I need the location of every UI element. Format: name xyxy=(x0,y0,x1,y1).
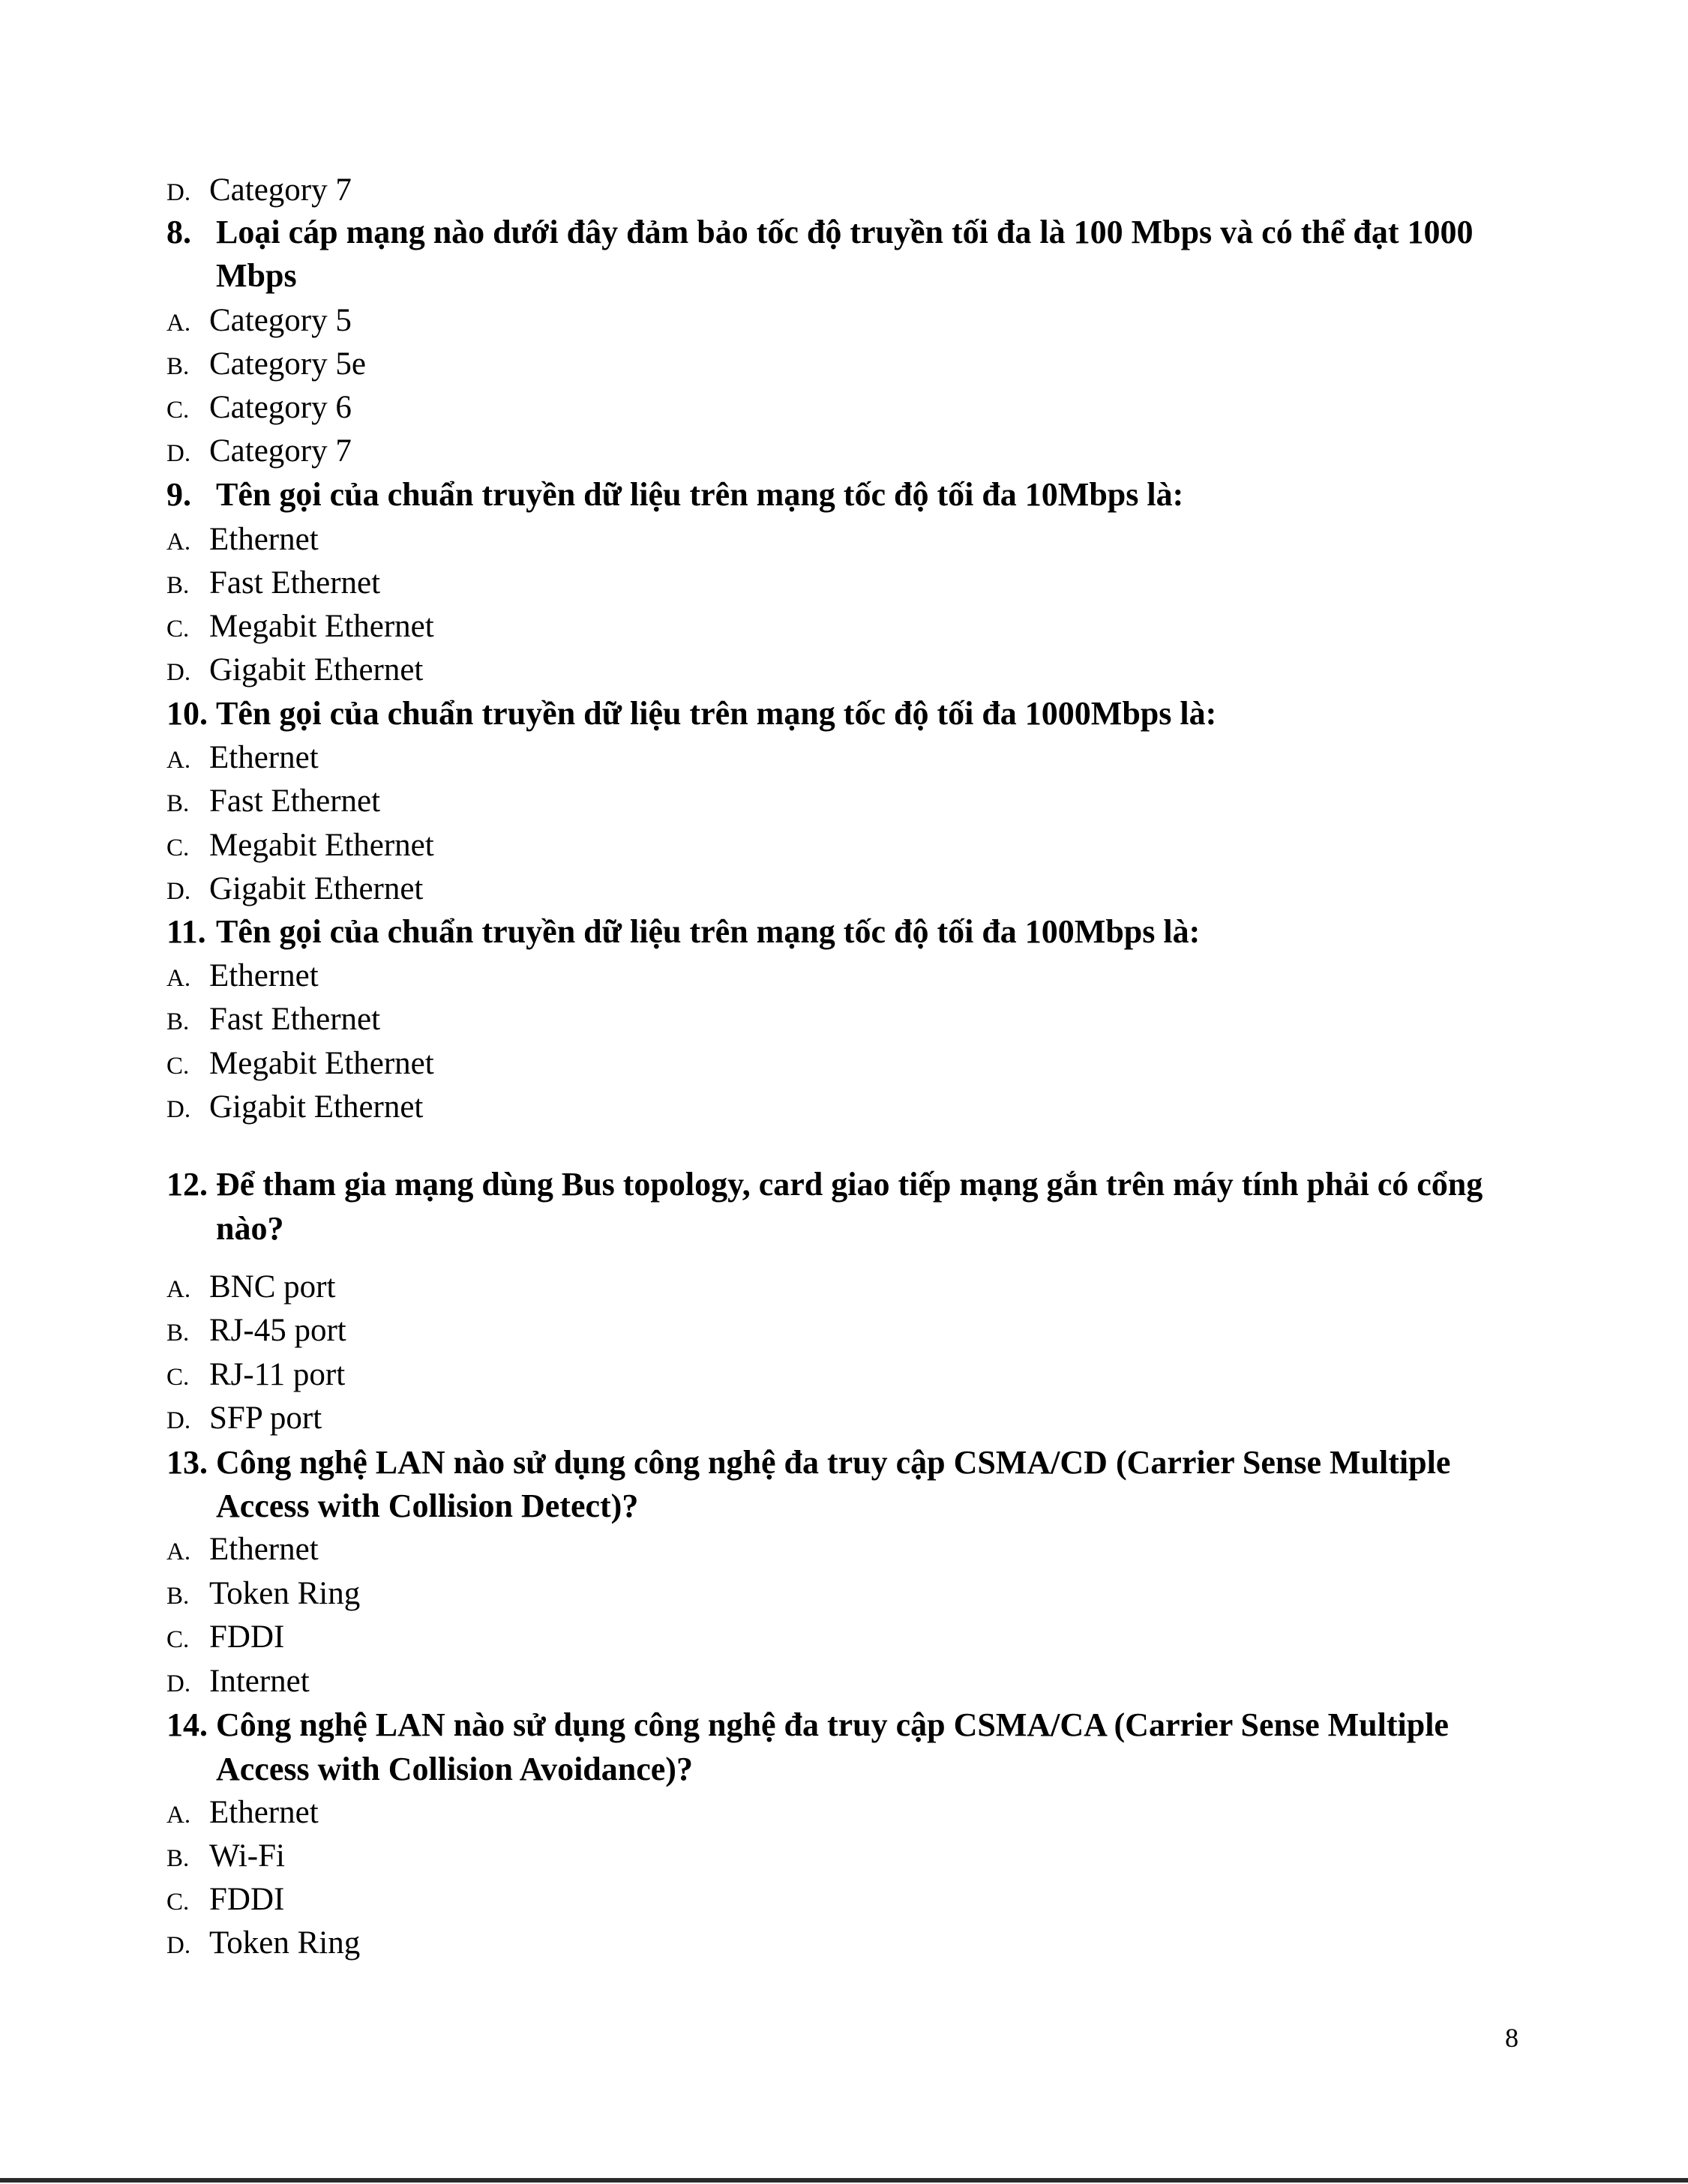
option-text: Category 6 xyxy=(209,390,352,425)
option-text: FDDI xyxy=(209,1882,285,1917)
option-item xyxy=(166,523,319,556)
option-text: Token Ring xyxy=(209,1576,361,1611)
option-letter: D. xyxy=(166,179,191,206)
option-letter: A. xyxy=(166,1538,191,1565)
option-text: Category 7 xyxy=(209,172,352,208)
option-item xyxy=(166,785,380,817)
option-item xyxy=(166,304,352,337)
option-text: Internet xyxy=(209,1664,310,1699)
option-letter: B. xyxy=(166,353,190,380)
option-text: Token Ring xyxy=(209,1925,361,1961)
option-text: FDDI xyxy=(209,1619,285,1655)
option-letter: C. xyxy=(166,397,190,424)
option-text: Category 5e xyxy=(209,346,366,382)
question-number: 14. xyxy=(166,1706,208,1743)
question-number: 13. xyxy=(166,1444,208,1481)
option-letter: D. xyxy=(166,1932,191,1959)
option-text: RJ-45 port xyxy=(209,1313,346,1348)
option-item xyxy=(166,1577,360,1610)
option-text: Megabit Ethernet xyxy=(209,609,434,644)
question-number: 8. xyxy=(166,214,191,250)
option-letter: C. xyxy=(166,1889,190,1916)
option-item xyxy=(166,610,434,643)
option-letter: C. xyxy=(166,1364,190,1391)
option-item xyxy=(166,348,366,380)
option-text: Gigabit Ethernet xyxy=(209,652,424,688)
question-number: 11. xyxy=(166,913,206,950)
option-letter: A. xyxy=(166,747,191,774)
option-item xyxy=(166,1621,284,1653)
option-item xyxy=(166,567,380,599)
option-item xyxy=(166,960,319,992)
option-letter: B. xyxy=(166,1008,190,1035)
option-item xyxy=(166,1003,380,1035)
option-item xyxy=(166,873,423,905)
option-item xyxy=(166,391,352,424)
question-text: Tên gọi của chuẩn truyền dữ liệu trên mạng tốc độ tối đa 1000Mbps là: xyxy=(216,695,1217,732)
question-text: Để tham gia mạng dùng Bus topology, card giao tiếp mạng gắn trên máy tính phải có cổng xyxy=(216,1166,1483,1203)
option-letter: B. xyxy=(166,1320,190,1347)
option-text: SFP port xyxy=(209,1401,322,1436)
option-letter: A. xyxy=(166,965,191,992)
question-text-cont: nào? xyxy=(216,1210,284,1247)
option-letter: D. xyxy=(166,659,191,686)
option-text: Ethernet xyxy=(209,1795,319,1830)
option-item xyxy=(166,1883,284,1916)
question-text-cont: Access with Collision Avoidance)? xyxy=(216,1751,693,1787)
option-text: Category 7 xyxy=(209,433,352,469)
question-text: Tên gọi của chuẩn truyền dữ liệu trên mạng tốc độ tối đa 10Mbps là: xyxy=(216,476,1184,513)
option-text: Fast Ethernet xyxy=(209,565,381,601)
option-item xyxy=(166,654,423,686)
option-item xyxy=(166,1091,423,1123)
option-letter: B. xyxy=(166,1845,190,1872)
option-letter: D. xyxy=(166,1670,191,1697)
question-text-cont: Mbps xyxy=(216,257,297,294)
option-item xyxy=(166,1047,434,1080)
option-item xyxy=(166,1665,310,1697)
option-letter: B. xyxy=(166,790,190,817)
question-text: Công nghệ LAN nào sử dụng công nghệ đa truy cập CSMA/CD (Carrier Sense Multiple xyxy=(216,1444,1451,1481)
option-letter: B. xyxy=(166,572,190,599)
option-item xyxy=(166,1402,322,1434)
option-letter: D. xyxy=(166,1096,191,1123)
option-letter: C. xyxy=(166,1053,190,1080)
option-letter: C. xyxy=(166,834,190,861)
option-text: Ethernet xyxy=(209,522,319,557)
option-text: Fast Ethernet xyxy=(209,1002,381,1037)
option-letter: A. xyxy=(166,529,191,556)
option-text: Category 5 xyxy=(209,303,352,338)
option-item xyxy=(166,1840,285,1872)
page-bottom-edge xyxy=(0,2178,1688,2183)
option-letter: D. xyxy=(166,878,191,905)
option-text: Megabit Ethernet xyxy=(209,828,434,863)
option-letter: D. xyxy=(166,1407,191,1434)
option-text: Ethernet xyxy=(209,1532,319,1567)
page-number: 8 xyxy=(1505,2023,1519,2053)
question-text: Loại cáp mạng nào dưới đây đảm bảo tốc độ truyền tối đa là 100 Mbps và có thể đạt 1000 xyxy=(216,214,1474,250)
option-item xyxy=(166,829,434,861)
option-letter: D. xyxy=(166,440,191,467)
question-text: Công nghệ LAN nào sử dụng công nghệ đa truy cập CSMA/CA (Carrier Sense Multiple xyxy=(216,1706,1449,1743)
option-text: RJ-11 port xyxy=(209,1357,346,1392)
option-letter: B. xyxy=(166,1583,190,1610)
option-letter: A. xyxy=(166,1802,191,1829)
option-letter: C. xyxy=(166,1626,190,1653)
option-text: Megabit Ethernet xyxy=(209,1046,434,1081)
option-item xyxy=(166,1271,335,1303)
question-number: 12. xyxy=(166,1166,208,1203)
option-item xyxy=(166,435,352,467)
option-item xyxy=(166,174,352,206)
option-text: Wi-Fi xyxy=(209,1838,285,1874)
option-item xyxy=(166,1796,319,1829)
question-number: 9. xyxy=(166,476,191,513)
option-item xyxy=(166,1533,319,1565)
option-letter: C. xyxy=(166,616,190,643)
option-text: Ethernet xyxy=(209,958,319,993)
option-text: BNC port xyxy=(209,1269,336,1305)
option-text: Fast Ethernet xyxy=(209,783,381,819)
option-item xyxy=(166,1314,346,1347)
option-letter: A. xyxy=(166,310,191,337)
question-text: Tên gọi của chuẩn truyền dữ liệu trên mạng tốc độ tối đa 100Mbps là: xyxy=(216,913,1201,950)
option-text: Gigabit Ethernet xyxy=(209,871,424,906)
option-item xyxy=(166,1359,345,1391)
question-number: 10. xyxy=(166,695,208,732)
option-item xyxy=(166,1927,360,1959)
option-text: Ethernet xyxy=(209,740,319,775)
option-letter: A. xyxy=(166,1276,191,1303)
option-item xyxy=(166,741,319,774)
question-text-cont: Access with Collision Detect)? xyxy=(216,1487,639,1524)
option-text: Gigabit Ethernet xyxy=(209,1089,424,1125)
